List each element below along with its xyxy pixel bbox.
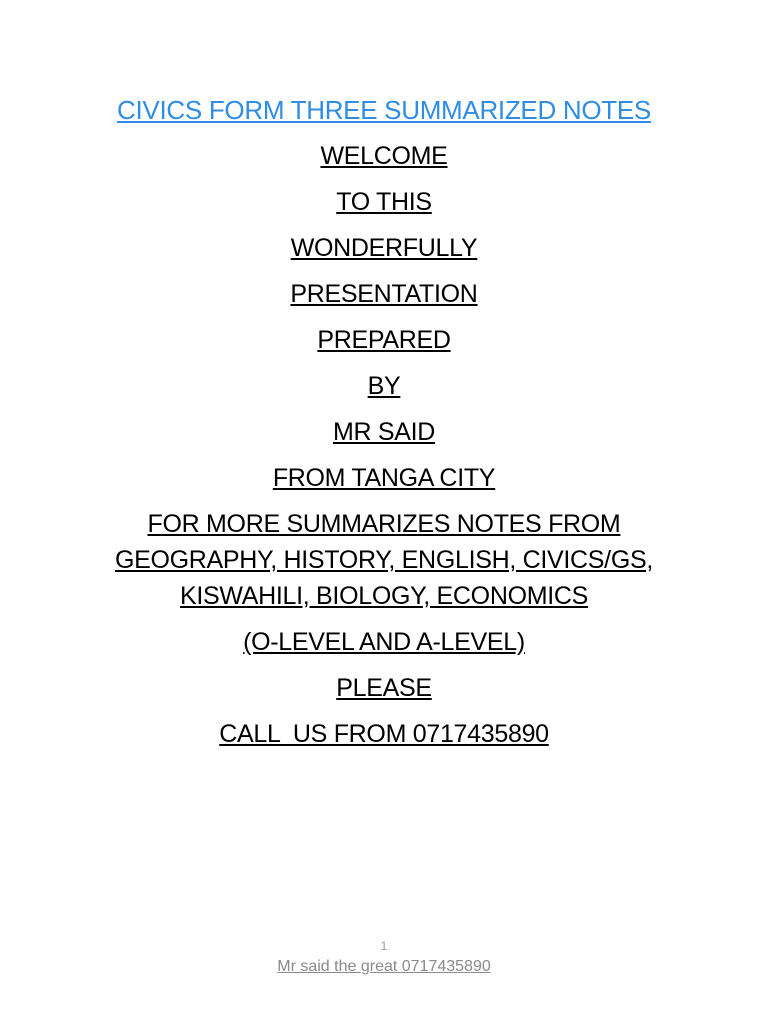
document-title: CIVICS FORM THREE SUMMARIZED NOTES	[117, 95, 651, 125]
levels-text: (O-LEVEL AND A-LEVEL)	[243, 628, 525, 656]
author-text: MR SAID	[332, 418, 436, 446]
please-text: PLEASE	[336, 674, 432, 702]
call-line	[0, 716, 768, 752]
levels-line	[0, 624, 768, 660]
prepared-line	[0, 322, 768, 358]
more-notes-block	[0, 506, 768, 614]
more-notes-line-3: KISWAHILI, BIOLOGY, ECONOMICS	[179, 582, 589, 610]
to-this-text: TO THIS	[336, 188, 432, 216]
wonderfully-line	[0, 230, 768, 266]
footer-text: Mr said the great 0717435890	[277, 958, 491, 975]
page-footer	[0, 938, 768, 978]
page-content	[0, 92, 768, 762]
presentation-line	[0, 276, 768, 312]
wonderfully-text: WONDERFULLY	[290, 234, 478, 262]
presentation-text: PRESENTATION	[290, 280, 478, 308]
location-line	[0, 460, 768, 496]
call-text: CALL US FROM 0717435890	[219, 720, 549, 748]
location-text: FROM TANGA CITY	[272, 464, 496, 492]
to-this-line	[0, 184, 768, 220]
more-notes-line-2: GEOGRAPHY, HISTORY, ENGLISH, CIVICS/GS,	[114, 546, 653, 574]
more-notes-line-1: FOR MORE SUMMARIZES NOTES FROM	[147, 510, 621, 538]
by-text: BY	[367, 372, 401, 400]
author-line	[0, 414, 768, 450]
by-line	[0, 368, 768, 404]
welcome-text: WELCOME	[320, 142, 448, 170]
prepared-text: PREPARED	[317, 326, 451, 354]
welcome-line	[0, 138, 768, 174]
page-number: 1	[380, 939, 388, 953]
please-line	[0, 670, 768, 706]
